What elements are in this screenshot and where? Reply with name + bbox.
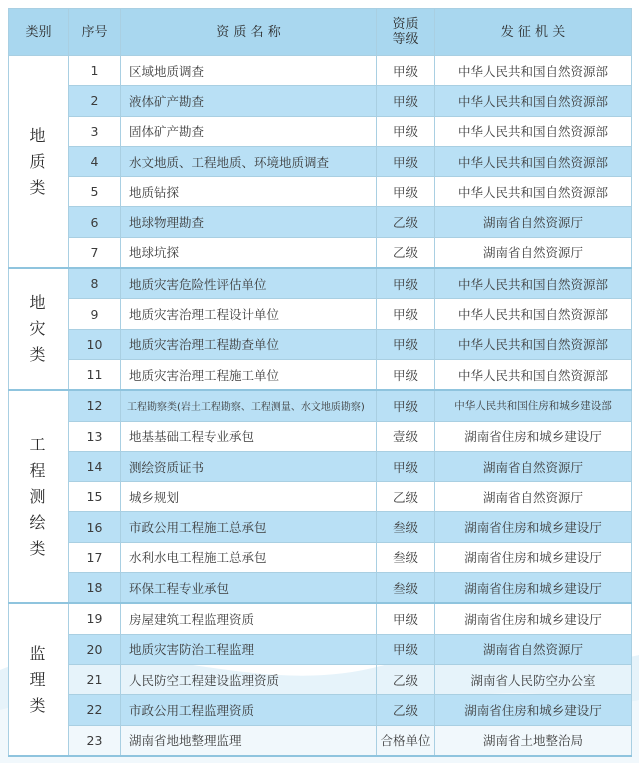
qualification-name: 地质灾害防治工程监理	[121, 634, 377, 664]
issuing-agency: 湖南省住房和城乡建设厅	[435, 603, 632, 634]
category-label: 工 程 测 绘 类	[9, 390, 69, 603]
qualification-level: 叁级	[377, 573, 435, 604]
row-index: 16	[69, 512, 121, 542]
row-index: 5	[69, 177, 121, 207]
table-row	[9, 421, 632, 451]
row-index: 11	[69, 359, 121, 390]
qualification-name: 区域地质调查	[121, 56, 377, 86]
row-index: 20	[69, 634, 121, 664]
row-index: 3	[69, 116, 121, 146]
qualification-name: 房屋建筑工程监理资质	[121, 603, 377, 634]
qualification-name: 地基基础工程专业承包	[121, 421, 377, 451]
issuing-agency: 中华人民共和国自然资源部	[435, 268, 632, 299]
issuing-agency: 中华人民共和国自然资源部	[435, 299, 632, 329]
qualification-name: 人民防空工程建设监理资质	[121, 664, 377, 694]
row-index: 18	[69, 573, 121, 604]
qualification-name: 地质灾害治理工程设计单位	[121, 299, 377, 329]
qualification-name: 测绘资质证书	[121, 451, 377, 481]
qualification-name: 固体矿产勘查	[121, 116, 377, 146]
table-row	[9, 482, 632, 512]
issuing-agency: 湖南省住房和城乡建设厅	[435, 573, 632, 604]
issuing-agency: 湖南省自然资源厅	[435, 634, 632, 664]
table-header-row	[9, 9, 632, 56]
row-index: 2	[69, 86, 121, 116]
issuing-agency: 湖南省人民防空办公室	[435, 664, 632, 694]
table-row	[9, 634, 632, 664]
issuing-agency: 湖南省住房和城乡建设厅	[435, 695, 632, 725]
header-name: 资 质 名 称	[121, 9, 377, 56]
qualification-level: 甲级	[377, 268, 435, 299]
qualification-level: 甲级	[377, 451, 435, 481]
row-index: 10	[69, 329, 121, 359]
issuing-agency: 湖南省住房和城乡建设厅	[435, 512, 632, 542]
row-index: 15	[69, 482, 121, 512]
row-index: 23	[69, 725, 121, 756]
table-row	[9, 177, 632, 207]
row-index: 7	[69, 237, 121, 268]
table-row	[9, 86, 632, 116]
issuing-agency: 中华人民共和国自然资源部	[435, 359, 632, 390]
qualification-name: 环保工程专业承包	[121, 573, 377, 604]
qualification-level: 壹级	[377, 421, 435, 451]
qualification-level: 甲级	[377, 634, 435, 664]
table-row	[9, 329, 632, 359]
header-index: 序号	[69, 9, 121, 56]
qualification-level: 甲级	[377, 56, 435, 86]
table-row	[9, 573, 632, 604]
row-index: 19	[69, 603, 121, 634]
table-row	[9, 359, 632, 390]
qualification-level: 合格单位	[377, 725, 435, 756]
issuing-agency: 中华人民共和国自然资源部	[435, 116, 632, 146]
table-row	[9, 542, 632, 572]
qualification-name: 市政公用工程监理资质	[121, 695, 377, 725]
qualification-name: 地球坑探	[121, 237, 377, 268]
category-label: 地 灾 类	[9, 268, 69, 390]
qualification-name: 地质灾害治理工程施工单位	[121, 359, 377, 390]
qualification-level: 甲级	[377, 329, 435, 359]
qualification-level: 乙级	[377, 207, 435, 237]
issuing-agency: 湖南省土地整治局	[435, 725, 632, 756]
qualification-name: 城乡规划	[121, 482, 377, 512]
table-row	[9, 299, 632, 329]
qualification-table	[8, 8, 632, 757]
qualification-name: 地球物理勘查	[121, 207, 377, 237]
table-body	[9, 56, 632, 756]
table-row	[9, 603, 632, 634]
table-row	[9, 695, 632, 725]
issuing-agency: 湖南省自然资源厅	[435, 207, 632, 237]
qualification-name: 湖南省地地整理监理	[121, 725, 377, 756]
row-index: 14	[69, 451, 121, 481]
table-row	[9, 268, 632, 299]
issuing-agency: 中华人民共和国住房和城乡建设部	[435, 390, 632, 421]
issuing-agency: 湖南省住房和城乡建设厅	[435, 542, 632, 572]
table-row	[9, 56, 632, 86]
issuing-agency: 湖南省自然资源厅	[435, 237, 632, 268]
issuing-agency: 中华人民共和国自然资源部	[435, 86, 632, 116]
row-index: 4	[69, 146, 121, 176]
row-index: 12	[69, 390, 121, 421]
qualification-level: 乙级	[377, 695, 435, 725]
row-index: 13	[69, 421, 121, 451]
row-index: 17	[69, 542, 121, 572]
qualification-name: 水文地质、工程地质、环境地质调查	[121, 146, 377, 176]
qualification-name: 市政公用工程施工总承包	[121, 512, 377, 542]
table-row	[9, 512, 632, 542]
issuing-agency: 中华人民共和国自然资源部	[435, 146, 632, 176]
qualification-level: 甲级	[377, 146, 435, 176]
table-row	[9, 207, 632, 237]
row-index: 1	[69, 56, 121, 86]
qualification-name: 液体矿产勘查	[121, 86, 377, 116]
qualification-name: 地质钻探	[121, 177, 377, 207]
issuing-agency: 湖南省自然资源厅	[435, 451, 632, 481]
qualification-level: 甲级	[377, 116, 435, 146]
qualification-level: 叁级	[377, 512, 435, 542]
table-row	[9, 237, 632, 268]
qualification-level: 叁级	[377, 542, 435, 572]
row-index: 21	[69, 664, 121, 694]
row-index: 6	[69, 207, 121, 237]
qualification-name: 地质灾害治理工程勘查单位	[121, 329, 377, 359]
qualification-level: 乙级	[377, 482, 435, 512]
qualification-level: 甲级	[377, 359, 435, 390]
issuing-agency: 中华人民共和国自然资源部	[435, 177, 632, 207]
qualification-level: 甲级	[377, 603, 435, 634]
table-row	[9, 451, 632, 481]
header-category: 类别	[9, 9, 69, 56]
header-agency: 发 征 机 关	[435, 9, 632, 56]
row-index: 9	[69, 299, 121, 329]
qualification-level: 乙级	[377, 237, 435, 268]
qualification-name: 水利水电工程施工总承包	[121, 542, 377, 572]
qualification-name: 工程勘察类(岩土工程勘察、工程测量、水文地质勘察)	[121, 390, 377, 421]
qualification-level: 甲级	[377, 390, 435, 421]
row-index: 22	[69, 695, 121, 725]
row-index: 8	[69, 268, 121, 299]
qualification-level: 甲级	[377, 86, 435, 116]
issuing-agency: 中华人民共和国自然资源部	[435, 329, 632, 359]
qualification-name: 地质灾害危险性评估单位	[121, 268, 377, 299]
issuing-agency: 湖南省住房和城乡建设厅	[435, 421, 632, 451]
table-row	[9, 116, 632, 146]
category-label: 监 理 类	[9, 603, 69, 755]
table-row	[9, 390, 632, 421]
qualification-level: 乙级	[377, 664, 435, 694]
issuing-agency: 湖南省自然资源厅	[435, 482, 632, 512]
qualification-level: 甲级	[377, 299, 435, 329]
category-label: 地 质 类	[9, 56, 69, 269]
header-level: 资质 等级	[377, 9, 435, 56]
issuing-agency: 中华人民共和国自然资源部	[435, 56, 632, 86]
table-row	[9, 725, 632, 756]
table-row	[9, 146, 632, 176]
table-row	[9, 664, 632, 694]
qualification-level: 甲级	[377, 177, 435, 207]
